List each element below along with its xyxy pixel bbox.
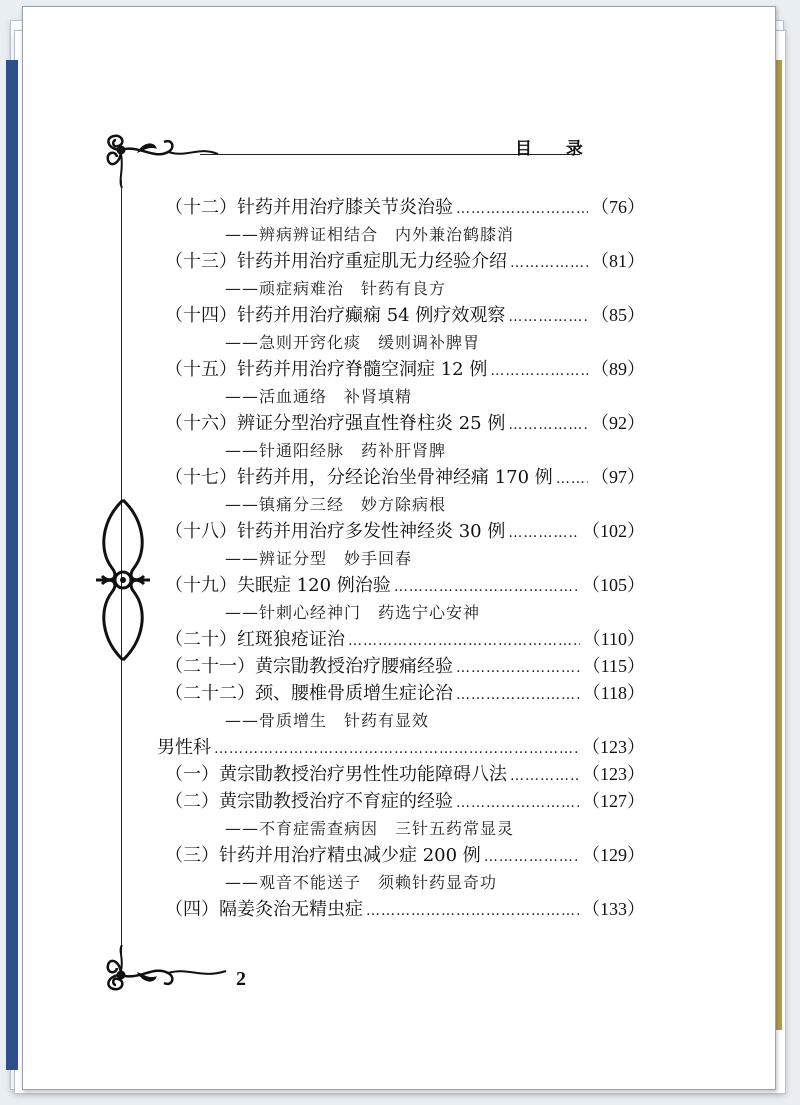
toc-entry: （十五）针药并用治疗脊髓空洞症 12 例 ………………………………………………………………………………………………………………………………………… （89） bbox=[165, 356, 645, 385]
toc-entry: （三）针药并用治疗精虫减少症 200 例 ………………………………………………………………………………………………………………………………………… （129） bbox=[165, 842, 645, 871]
blue-page-edge bbox=[6, 60, 18, 1070]
toc-subtitle: ——顽症病难治 针药有良方 bbox=[225, 279, 447, 298]
toc-subtitle: ——镇痛分三经 妙方除病根 bbox=[225, 495, 447, 514]
toc-subtitle: ——针刺心经神门 药选宁心安神 bbox=[225, 603, 481, 622]
toc-entry: （十二）针药并用治疗膝关节炎治验 ………………………………………………………………………………………………………………………………………… （76） bbox=[165, 194, 645, 223]
table-of-contents bbox=[157, 194, 645, 923]
corner-ornament-bottom-icon bbox=[98, 945, 238, 1005]
toc-entry: （十四）针药并用治疗癫痫 54 例疗效观察 ………………………………………………………………………………………………………………………………………… （85） bbox=[165, 302, 645, 331]
toc-subtitle: ——骨质增生 针药有显效 bbox=[225, 711, 430, 730]
toc-subtitle: ——急则开窍化痰 缓则调补脾胃 bbox=[225, 333, 481, 352]
page-number: 2 bbox=[236, 968, 246, 990]
toc-subtitle: ——辨病辨证相结合 内外兼治鹤膝消 bbox=[225, 225, 515, 244]
toc-subtitle: ——辨证分型 妙手回春 bbox=[225, 549, 413, 568]
toc-entry: （四）隔姜灸治无精虫症 ………………………………………………………………………………………………………………………………………… （133） bbox=[165, 896, 645, 925]
toc-entry: （十六）辨证分型治疗强直性脊柱炎 25 例 ………………………………………………………………………………………………………………………………………… （92） bbox=[165, 410, 645, 439]
toc-subtitle: ——不育症需查病因 三针五药常显灵 bbox=[225, 819, 515, 838]
toc-entry: （十八）针药并用治疗多发性神经炎 30 例 ………………………………………………………………………………………………………………………………………… （102） bbox=[165, 518, 645, 547]
toc-subtitle: ——活血通络 补肾填精 bbox=[225, 387, 413, 406]
toc-section-heading: 男性科 ………………………………………………………………………………………………………………………………………… （123） bbox=[157, 734, 645, 763]
toc-entry: （二）黄宗勖教授治疗不育症的经验 ………………………………………………………………………………………………………………………………………… （127） bbox=[165, 788, 645, 817]
toc-entry: （一）黄宗勖教授治疗男性性功能障碍八法 ………………………………………………………………………………………………………………………………………… （123） bbox=[165, 761, 645, 790]
running-header-title: 目 录 bbox=[515, 139, 597, 159]
toc-entry: （二十）红斑狼疮证治 ………………………………………………………………………………………………………………………………………… （110） bbox=[165, 626, 645, 655]
toc-subtitle: ——针通阳经脉 药补肝肾脾 bbox=[225, 441, 447, 460]
toc-subtitle: ——观音不能送子 须赖针药显奇功 bbox=[225, 873, 498, 892]
toc-entry: （二十一）黄宗勖教授治疗腰痛经验 ………………………………………………………………………………………………………………………………………… （115） bbox=[165, 653, 645, 682]
corner-ornament-top-icon bbox=[98, 130, 228, 190]
toc-entry: （十三）针药并用治疗重症肌无力经验介绍 ………………………………………………………………………………………………………………………………………… （81） bbox=[165, 248, 645, 277]
toc-entry: （十九）失眠症 120 例治验 ………………………………………………………………………………………………………………………………………… （105） bbox=[165, 572, 645, 601]
side-ornament-icon bbox=[92, 480, 154, 680]
toc-entry: （十七）针药并用，分经论治坐骨神经痛 170 例 ………………………………………………………………………………………………………………………………………… （97） bbox=[165, 464, 645, 493]
toc-entry: （二十二）颈、腰椎骨质增生症论治 ………………………………………………………………………………………………………………………………………… （118） bbox=[165, 680, 645, 709]
